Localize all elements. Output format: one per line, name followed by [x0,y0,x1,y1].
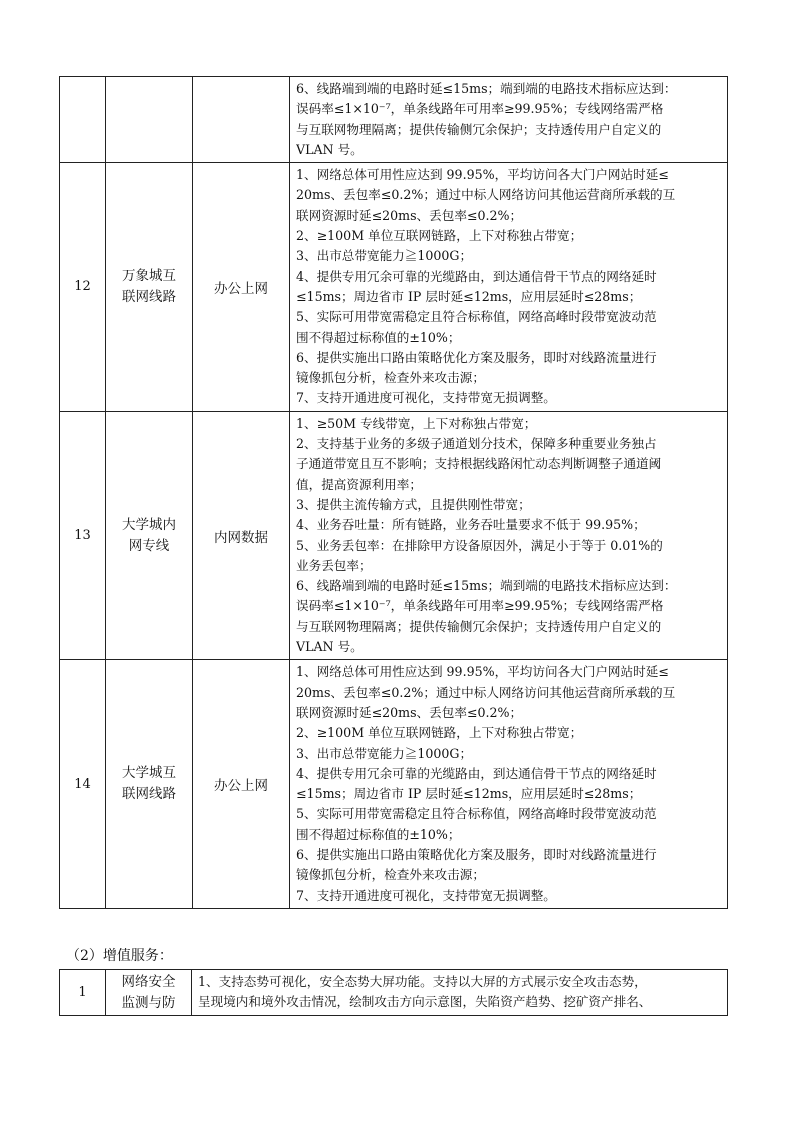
line-name-cell [106,411,193,660]
row-number: 12 [60,163,106,412]
line-name-text: 大学城内 [122,516,176,533]
section-heading-value-added: （2）增值服务： [66,948,173,964]
requirement-line: 4、提供专用冗余可靠的光缆路由，到达通信骨干节点的网络延时 [296,765,657,781]
requirement-line: 4、业务吞吐量：所有链路，业务吞吐量要求不低于 99.95%； [296,517,646,533]
requirement-line: 业务丢包率； [296,557,372,573]
requirement-line: 20ms、丢包率≤0.2%；通过中标人网络访问其他运营商所承载的互 [296,684,676,700]
requirements-cell [290,411,728,660]
requirement-line: 1、支持态势可视化，安全态势大屏功能。支持以大屏的方式展示安全攻击态势， [198,974,647,989]
requirement-line: 2、支持基于业务的多级子通道划分技术，保障多种重要业务独占 [296,436,657,452]
row-number: 1 [60,970,106,1016]
requirement-line: 2、≥100M 单位互联网链路，上下对称独占带宽； [296,725,583,741]
requirement-line: 1、网络总体可用性应达到 99.95%，平均访问各大门户网站时延≤ [296,167,669,183]
table-row [60,77,728,163]
requirement-line: 呈现境内和境外攻击情况，绘制攻击方向示意图，失陷资产趋势、挖矿资产排名、 [198,994,652,1010]
requirements-cell [192,970,728,1016]
requirement-line: 6、线路端到端的电路时延≤15ms；端到端的电路技术指标应达到： [296,81,677,96]
table-row [60,660,728,909]
requirement-line: 围不得超过标称值的±10%； [296,826,461,842]
requirement-line: 3、出市总带宽能力≧1000G； [296,248,473,264]
requirement-line: 值，提高资源利用率； [296,476,422,492]
line-type-cell [193,77,290,163]
table-body [60,77,728,909]
value-added-table [59,969,728,1016]
line-name-cell [106,77,193,163]
row-number: 14 [60,660,106,909]
requirement-line: 联网资源时延≤20ms、丢包率≤0.2%； [296,704,523,720]
line-name-text: 万象城互 [122,267,176,284]
line-name-text: 大学城互 [122,765,176,782]
requirement-line: 镜像抓包分析，检查外来攻击源； [296,867,485,883]
requirement-line: 1、≥50M 专线带宽，上下对称独占带宽； [296,415,537,431]
table-row [60,163,728,412]
table-row [60,411,728,660]
requirement-line: 子通道带宽且互不影响；支持根据线路闲忙动态判断调整子通道阈 [296,456,662,472]
requirements-cell [290,163,728,412]
line-name-cell [106,970,192,1016]
table-row [60,970,728,1016]
requirement-line: 5、实际可用带宽需稳定且符合标称值，网络高峰时段带宽波动范 [296,309,657,325]
requirement-line: 7、支持开通进度可视化，支持带宽无损调整。 [296,390,556,406]
requirement-line: 3、出市总带宽能力≧1000G； [296,745,473,761]
line-name-text: 网专线 [128,537,170,554]
requirement-line: ≤15ms；周边省市 IP 层时延≤12ms，应用层延时≤28ms； [296,288,642,304]
row-number [60,77,106,163]
requirement-line: 6、提供实施出口路由策略优化方案及服务，即时对线路流量进行 [296,349,657,365]
requirement-line: 与互联网物理隔离；提供传输侧冗余保护；支持透传用户自定义的 [296,618,662,634]
requirement-line: 误码率≤1×10⁻⁷，单条线路年可用率≥99.95%；专线网络需严格 [296,101,664,117]
requirement-line: 联网资源时延≤20ms、丢包率≤0.2%； [296,207,523,223]
line-requirements-table [59,76,728,909]
requirement-line: 4、提供专用冗余可靠的光缆路由，到达通信骨干节点的网络延时 [296,268,657,284]
table-body [60,970,728,1016]
requirement-line: 1、网络总体可用性应达到 99.95%，平均访问各大门户网站时延≤ [296,664,669,680]
requirement-line: 镜像抓包分析，检查外来攻击源； [296,370,485,386]
line-name-text: 联网线路 [122,786,176,803]
line-name-text: 监测与防 [121,995,176,1011]
requirement-line: 与互联网物理隔离；提供传输侧冗余保护；支持透传用户自定义的 [296,121,662,137]
requirement-line: 误码率≤1×10⁻⁷，单条线路年可用率≥99.95%；专线网络需严格 [296,598,664,614]
requirements-cell [290,660,728,909]
requirements-cell [290,77,728,163]
line-name-cell [106,660,193,909]
requirement-line: 6、提供实施出口路由策略优化方案及服务，即时对线路流量进行 [296,846,657,862]
requirement-line: 2、≥100M 单位互联网链路，上下对称独占带宽； [296,228,583,244]
requirement-line: 7、支持开通进度可视化，支持带宽无损调整。 [296,887,556,903]
line-type-cell: 内网数据 [193,411,290,660]
requirement-line: VLAN 号。 [296,639,363,655]
requirement-line: 3、提供主流传输方式，且提供刚性带宽； [296,496,531,512]
requirement-line: 5、实际可用带宽需稳定且符合标称值，网络高峰时段带宽波动范 [296,806,657,822]
requirement-line: 5、业务丢包率：在排除甲方设备原因外，满足小于等于 0.01%的 [296,537,663,553]
line-name-text: 网络安全 [121,974,176,990]
line-type-cell: 办公上网 [193,660,290,909]
requirement-line: 20ms、丢包率≤0.2%；通过中标人网络访问其他运营商所承载的互 [296,187,676,203]
line-name-cell [106,163,193,412]
requirement-line: VLAN 号。 [296,141,363,157]
requirement-line: ≤15ms；周边省市 IP 层时延≤12ms，应用层延时≤28ms； [296,786,642,802]
line-type-cell: 办公上网 [193,163,290,412]
requirement-line: 围不得超过标称值的±10%； [296,329,461,345]
requirement-line: 6、线路端到端的电路时延≤15ms；端到端的电路技术指标应达到： [296,578,677,594]
row-number: 13 [60,411,106,660]
line-name-text: 联网线路 [122,288,176,305]
